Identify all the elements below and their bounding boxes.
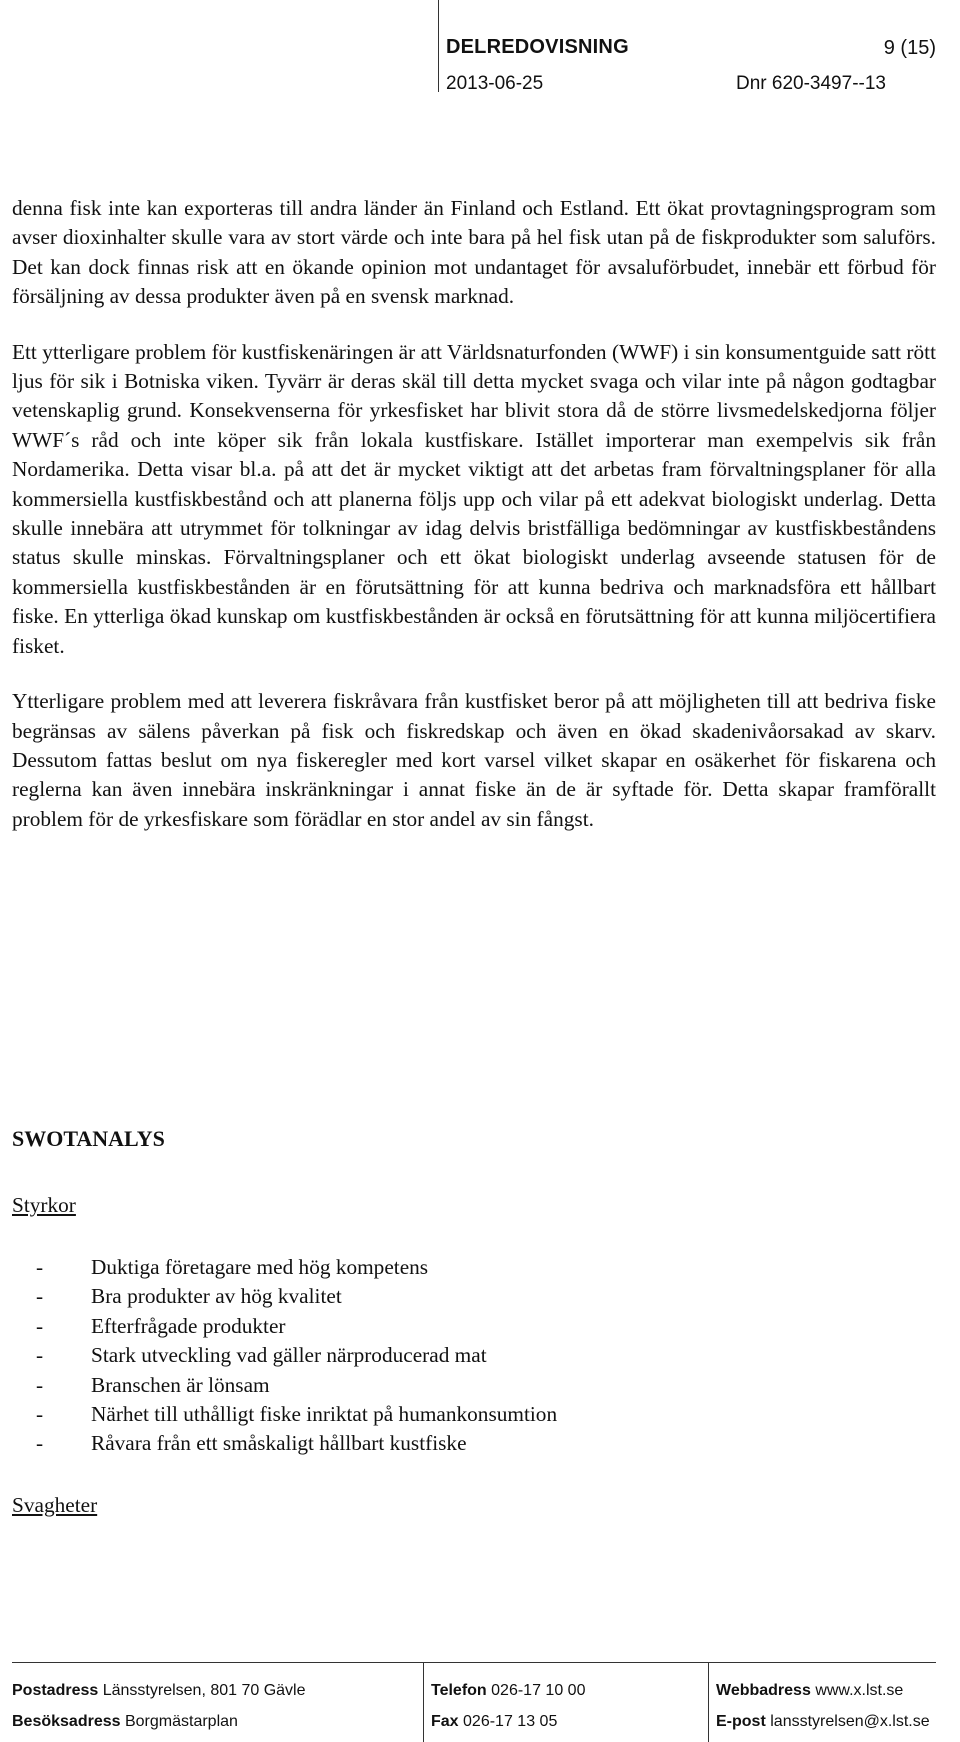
footer-value: Borgmästarplan <box>124 1713 238 1730</box>
list-item-text: Bra produkter av hög kvalitet <box>91 1284 342 1309</box>
list-item-text: Duktiga företagare med hög kompetens <box>91 1255 429 1279</box>
strengths-heading: Styrkor <box>12 1193 76 1217</box>
footer-label: Besöksadress <box>12 1713 121 1730</box>
dash-bullet: - <box>36 1284 44 1309</box>
paragraph: denna fisk inte kan exporteras till andra länder än Finland och Estland. Ett ökat provtagningsprogram som avser dioxinhalter skulle vara av stort värde och inte bara på hel fisk utan på de fiskprodukter som saluförs. Det kan dock finnas risk att en ökande opinion mot undantaget för avsaluförbudet, innebär ett förbud för försäljning av dessa produkter även på en svensk marknad. <box>12 196 936 309</box>
swot-heading: SWOTANALYS <box>12 1126 165 1151</box>
list-item-text: Efterfrågade produkter <box>91 1313 286 1338</box>
list-item <box>36 1400 557 1429</box>
footer-value: www.x.lst.se <box>815 1682 904 1699</box>
list-item <box>36 1312 557 1341</box>
document-date: 2013-06-25 <box>446 73 544 94</box>
list-item <box>36 1429 557 1458</box>
dash-bullet: - <box>36 1431 44 1456</box>
dash-bullet: - <box>36 1402 44 1427</box>
footer-fax <box>431 1713 557 1731</box>
list-item <box>36 1371 557 1400</box>
strengths-list <box>36 1253 557 1459</box>
footer-epost <box>716 1713 930 1731</box>
dash-bullet: - <box>36 1313 44 1338</box>
list-item <box>36 1341 557 1370</box>
footer-value: Länsstyrelsen, 801 70 Gävle <box>102 1682 306 1699</box>
footer-value: 026-17 13 05 <box>463 1713 558 1730</box>
footer-besoksadress <box>12 1713 238 1731</box>
list-item-text: Råvara från ett småskaligt hållbart kustfiske <box>91 1431 467 1456</box>
footer-value: lansstyrelsen@x.lst.se <box>770 1713 930 1730</box>
list-item <box>36 1282 557 1311</box>
footer-label: Postadress <box>12 1682 99 1699</box>
dash-bullet: - <box>36 1255 44 1279</box>
footer-divider <box>12 1662 936 1663</box>
diary-number: Dnr 620-3497--13 <box>736 73 886 94</box>
footer-telefon <box>431 1682 585 1700</box>
list-item-text: Närhet till uthålligt fiske inriktat på humankonsumtion <box>91 1402 558 1427</box>
footer-postadress <box>12 1682 306 1700</box>
header-divider <box>438 0 439 92</box>
footer-label: Fax <box>431 1713 459 1730</box>
footer-label: E-post <box>716 1713 766 1730</box>
weaknesses-heading: Svagheter <box>12 1493 98 1517</box>
body-text <box>12 194 936 834</box>
paragraph: Ytterligare problem med att leverera fiskråvara från kustfisket beror på att möjligheten till att bedriva fiske begränsas av sälens påverkan på fisk och fiskredskap och även en ökad skadenivåorsakad av skarv. Dessutom fattas beslut om nya fiskeregler med kort varsel vilket skapar en osäkerhet för fiskarena och reglerna kan även innebära inskränkningar i annat fiske än de är syftade för. Detta skapar framförallt problem för de yrkesfiskare som förädlar en stor andel av sin fångst. <box>12 689 936 831</box>
list-item-text: Stark utveckling vad gäller närproducerad mat <box>91 1343 487 1368</box>
list-item <box>36 1253 557 1282</box>
dash-bullet: - <box>36 1372 44 1397</box>
document-type-title: DELREDOVISNING <box>446 36 629 58</box>
footer-value: 026-17 10 00 <box>491 1682 586 1699</box>
dash-bullet: - <box>36 1343 44 1368</box>
footer-column-divider <box>423 1662 424 1742</box>
footer-webbadress <box>716 1682 903 1700</box>
footer-label: Telefon <box>431 1682 487 1699</box>
list-item-text: Branschen är lönsam <box>91 1372 270 1397</box>
footer-label: Webbadress <box>716 1682 811 1699</box>
footer-column-divider <box>708 1662 709 1742</box>
page-number: 9 (15) <box>883 37 936 59</box>
paragraph: Ett ytterligare problem för kustfiskenäringen är att Världsnaturfonden (WWF) i sin konsumentguide satt rött ljus för sik i Botniska viken. Tyvärr är deras skäl till detta mycket svaga och vilar inte på någon godtagbar vetenskaplig grund. Konsekvenserna för yrkesfisket har blivit stora då de större livsmedelskedjorna följer WWF´s råd och inte köper sik från lokala kustfiskare. Istället importerar man exempelvis sik från Nordamerika. Detta visar bl.a. på att det är mycket viktigt att det arbetas fram förvaltningsplaner för alla kommersiella kustfiskbestånd och att planerna följs upp och vilar på ett adekvat biologiskt underlag. Detta skulle innebära att utrymmet för tolkningar av idag delvis bristfälliga bedömningar av kustfiskbeståndens status skulle minskas. Förvaltningsplaner och ett ökat biologiskt underlag avseende statusen för de kommersiella kustfiskbestånden är en förutsättning för att kunna bedriva och marknadsföra ett hållbart fiske. En ytterliga ökad kunskap om kustfiskbestånden är också en förutsättning för att kunna miljöcertifiera fisket. <box>12 339 936 658</box>
